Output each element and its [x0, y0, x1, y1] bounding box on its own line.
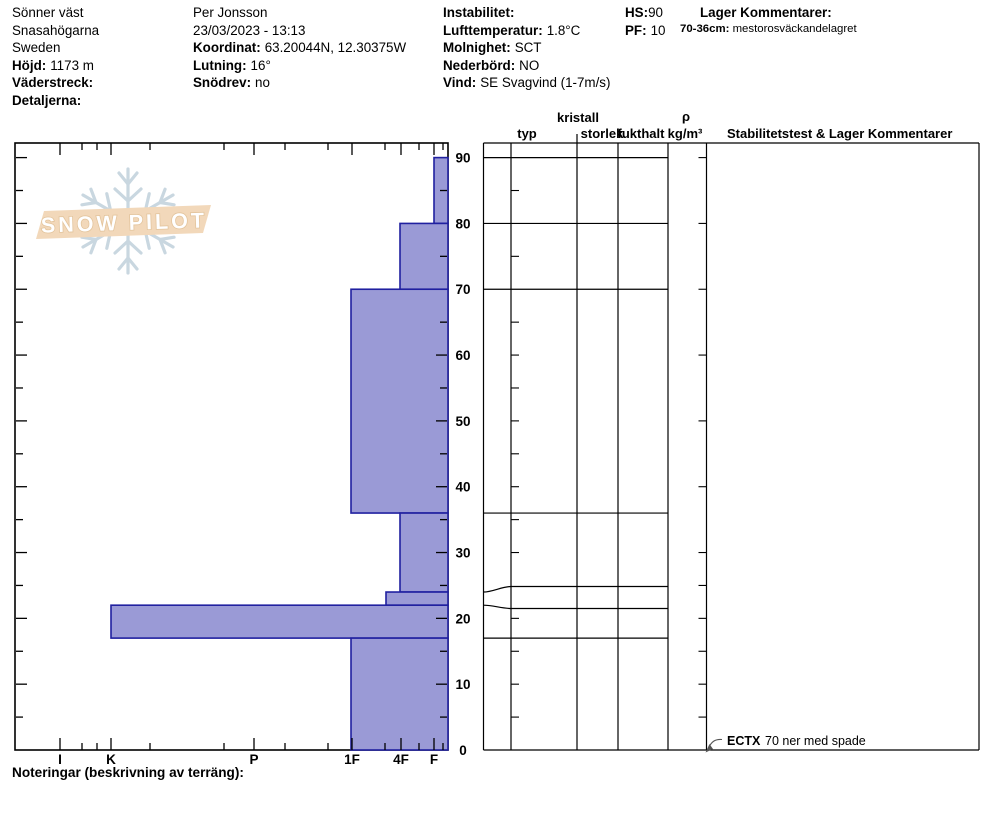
- col-header-fukthalt: fukthalt: [617, 126, 665, 141]
- col-header-typ: typ: [517, 126, 537, 141]
- stability-test-comment: 70 ner med spade: [765, 734, 866, 748]
- hardness-label: F: [429, 752, 439, 767]
- logo-text: SNOW PILOT: [40, 208, 208, 238]
- layer-bar: [111, 605, 448, 638]
- layer-comments-title: Lager Kommentarer:: [700, 5, 832, 20]
- depth-label: 10: [455, 677, 471, 693]
- col-header-density-unit: kg/m³: [667, 126, 703, 141]
- slope-value: 16°: [250, 57, 271, 73]
- layer-bar: [386, 592, 448, 605]
- layer-comment-text: mestorosväckandelagret: [732, 23, 857, 35]
- aspect-title: Sönner väst: [12, 5, 84, 20]
- details-label: Detaljerna:: [12, 92, 82, 108]
- hardness-label: I: [58, 752, 62, 767]
- snowpilot-logo: [36, 169, 211, 273]
- slope-label: Lutning:: [193, 57, 247, 73]
- depth-label: 30: [455, 545, 471, 561]
- layer-bar: [351, 638, 448, 750]
- drift-value: no: [255, 75, 270, 91]
- layer-comment-depth: 70-36cm:: [680, 23, 730, 35]
- col-header-storlek: storlek: [580, 126, 624, 141]
- depth-label: 60: [455, 348, 471, 364]
- annotation-leader-line: [709, 739, 722, 747]
- col-header-kristall: kristall: [557, 110, 599, 125]
- precip-value: NO: [519, 57, 540, 73]
- coordinates-label: Koordinat:: [193, 40, 261, 56]
- col-header-stability: Stabilitetstest & Lager Kommentarer: [727, 126, 953, 141]
- stability-test-name: ECTX: [727, 734, 761, 748]
- elevation-value: 1173 m: [50, 57, 94, 73]
- col-header-density-symbol: ρ: [681, 109, 691, 124]
- wind-value: SE Svagvind (1-7m/s): [480, 75, 611, 91]
- elevation-label: Höjd:: [12, 57, 47, 73]
- pf-label: PF:: [625, 22, 647, 38]
- observer-name: Per Jonsson: [193, 5, 268, 20]
- hs-label: HS:: [625, 5, 649, 20]
- country: Sweden: [12, 40, 61, 56]
- hardness-label: 1F: [344, 752, 360, 767]
- hardness-label: 4F: [393, 752, 409, 767]
- depth-label: 50: [455, 413, 471, 429]
- airtemp-value: 1.8°C: [546, 22, 581, 38]
- table-depth-ticks: [511, 158, 707, 717]
- notes-heading: Noteringar (beskrivning av terräng):: [12, 765, 244, 780]
- hardness-label: K: [106, 752, 116, 767]
- instability-label: Instabilitet:: [443, 5, 515, 20]
- aspect-label: Väderstreck:: [12, 75, 94, 91]
- airtemp-label: Lufttemperatur:: [443, 22, 543, 38]
- observation-datetime: 23/03/2023 - 13:13: [193, 22, 306, 38]
- depth-label: 90: [455, 150, 471, 166]
- depth-label: 70: [455, 282, 471, 298]
- layer-bar: [351, 289, 448, 513]
- wind-label: Vind:: [443, 75, 477, 91]
- drift-label: Snödrev:: [193, 75, 252, 91]
- hardness-label: P: [249, 752, 259, 767]
- coordinates-value: 63.20044N, 12.30375W: [264, 40, 407, 56]
- depth-label: 40: [455, 479, 471, 495]
- depth-axis-labels: [455, 151, 470, 758]
- layer-table-grid: [484, 134, 980, 750]
- pf-value: 10: [650, 22, 666, 38]
- site-name: Snasahögarna: [12, 22, 100, 38]
- depth-label: 0: [459, 743, 467, 758]
- hs-value: 90: [648, 5, 663, 20]
- depth-label: 20: [455, 611, 471, 627]
- precip-label: Nederbörd:: [443, 57, 516, 73]
- sky-label: Molnighet:: [443, 40, 511, 56]
- depth-label: 80: [455, 216, 471, 232]
- sky-value: SCT: [514, 40, 542, 56]
